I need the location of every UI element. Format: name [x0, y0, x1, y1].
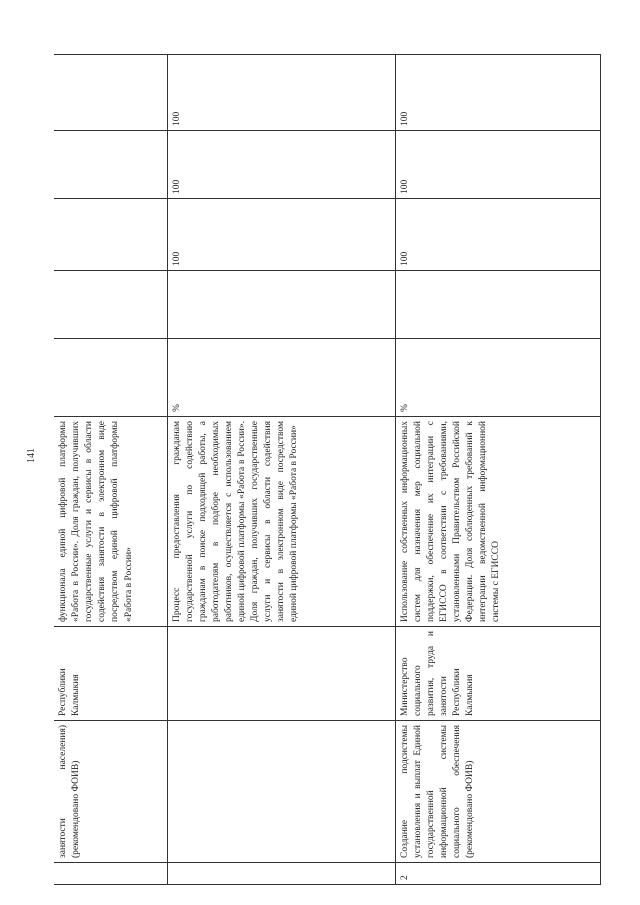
- measure-name: занятости населения) (рекомендовано ФОИВ): [54, 721, 167, 863]
- unit: %: [395, 339, 600, 417]
- year-3-value: [54, 55, 167, 131]
- base-value: [395, 271, 600, 339]
- base-value: [167, 271, 395, 339]
- indicator: Процесс предоставления гражданам государственной услуги по содействию гражданам в поиске подходящей работы, а работодателям в подборе необходимых работников, осуществляется с использованием единой цифровой платформы «Работа в России». Доля граждан, получивших государственные услуги и сервисы в области содействия занятости в электронном виде посредством единой цифровой платформы «Работа в России»: [167, 417, 395, 627]
- table-row: [395, 55, 600, 885]
- table-row: [54, 55, 167, 885]
- year-1-value: 100: [167, 199, 395, 271]
- unit: [54, 339, 167, 417]
- indicator: Использование собственных информационных систем для назначения мер социальной поддержки, обеспечение их интеграции с ЕГИССО в соответствии с требованиями, установленными Правительством Российской Федерации. Доля соблюденных требований к интеграции ведомственной информационной системы с ЕГИССО: [395, 417, 600, 627]
- indicator: функционала единой цифровой платформы «Работа в России». Доля граждан, получивших государственные услуги и сервисы в области содействия занятости в электронном виде посредством единой цифровой платформы «Работа в России»: [54, 417, 167, 627]
- executor: [167, 627, 395, 721]
- executor: Республики Калмыкия: [54, 627, 167, 721]
- base-value: [54, 271, 167, 339]
- year-2-value: 100: [395, 131, 600, 199]
- table-container: [54, 55, 600, 885]
- row-number: 2: [395, 863, 600, 885]
- year-1-value: 100: [395, 199, 600, 271]
- executor: Министерство социального развития, труда и занятости Республики Калмыкия: [395, 627, 600, 721]
- year-3-value: 100: [167, 55, 395, 131]
- measure-name: [167, 721, 395, 863]
- measures-table: [54, 54, 601, 885]
- year-3-value: 100: [395, 55, 600, 131]
- measure-name: Создание подсистемы установления и выплат Единой государственной информационной системы социального обеспечения (рекомендовано ФОИВ): [395, 721, 600, 863]
- year-2-value: [54, 131, 167, 199]
- table-row: [167, 55, 395, 885]
- year-1-value: [54, 199, 167, 271]
- page-number: 141: [26, 448, 37, 463]
- year-2-value: 100: [167, 131, 395, 199]
- row-number: [167, 863, 395, 885]
- row-number: [54, 863, 167, 885]
- unit: %: [167, 339, 395, 417]
